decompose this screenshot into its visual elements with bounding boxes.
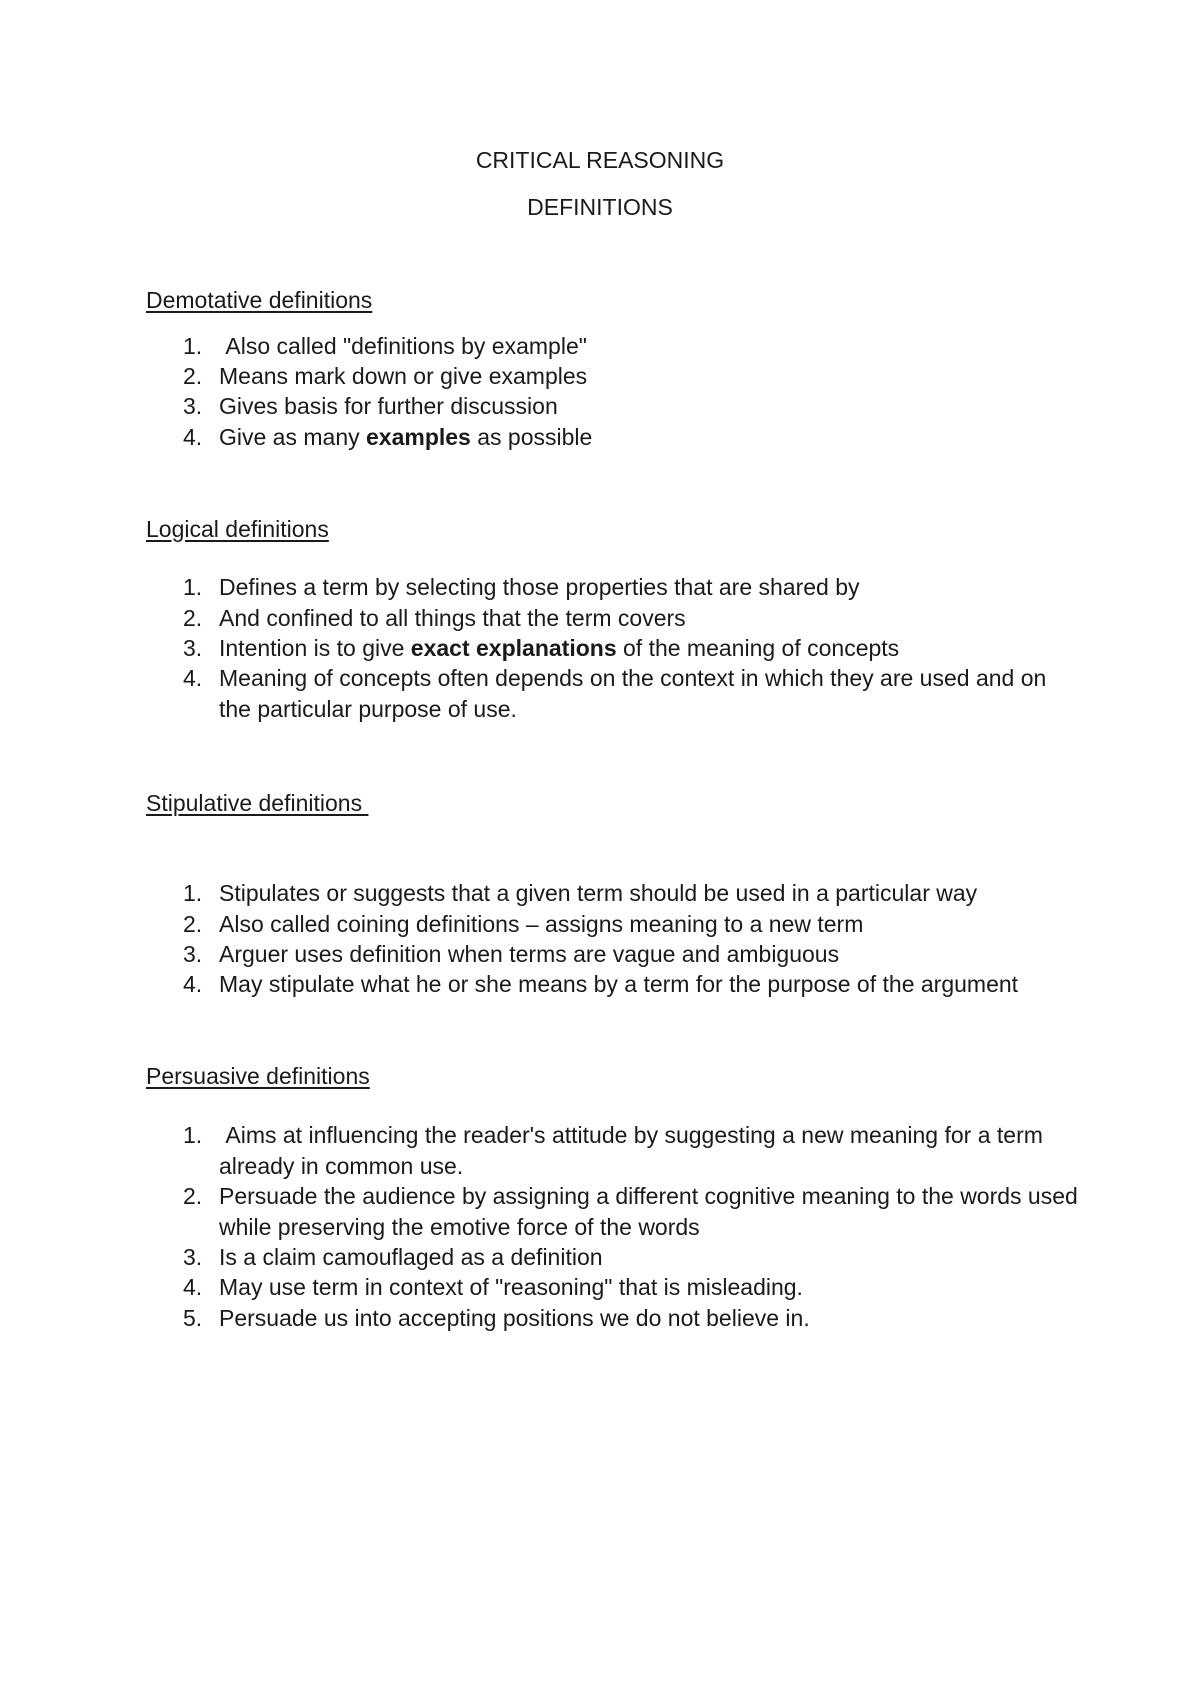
list-item-text: Persuade the audience by assigning a different cognitive meaning to the words used while preserving the emotive force of the words bbox=[219, 1183, 1085, 1240]
list-item-text: Means mark down or give examples bbox=[219, 363, 588, 389]
list-item-number: 2. bbox=[183, 605, 203, 631]
list-item-number: 1. bbox=[183, 1122, 203, 1148]
section-heading-persuasive: Persuasive definitions bbox=[146, 1063, 370, 1089]
list-item-text: Meaning of concepts often depends on the context in which they are used and on the particular purpose of use. bbox=[219, 665, 1053, 722]
section-heading-logical: Logical definitions bbox=[146, 516, 329, 542]
list-item-text: And confined to all things that the term covers bbox=[219, 605, 686, 631]
list-item-text: Also called coining definitions – assigns meaning to a new term bbox=[219, 911, 864, 937]
list-item-number: 1. bbox=[183, 574, 203, 600]
list-item-number: 4. bbox=[183, 424, 203, 450]
list-item-text: May use term in context of "reasoning" that is misleading. bbox=[219, 1274, 803, 1300]
section-heading-demotative: Demotative definitions bbox=[146, 287, 373, 313]
list-item-number: 1. bbox=[183, 880, 203, 906]
list-item-number: 2. bbox=[183, 911, 203, 937]
list-item-number: 4. bbox=[183, 665, 203, 691]
list-item-number: 5. bbox=[183, 1305, 203, 1331]
list-item-number: 4. bbox=[183, 971, 203, 997]
list-item-number: 4. bbox=[183, 1274, 203, 1300]
list-item-number: 3. bbox=[183, 635, 203, 661]
list-item-text: Also called "definitions by example" bbox=[219, 333, 587, 359]
list-item-number: 3. bbox=[183, 1244, 203, 1270]
list-item-text: Arguer uses definition when terms are vague and ambiguous bbox=[219, 941, 840, 967]
document-subtitle: DEFINITIONS bbox=[527, 194, 673, 220]
list-item-text: Is a claim camouflaged as a definition bbox=[219, 1244, 603, 1270]
list-item-number: 2. bbox=[183, 1183, 203, 1209]
list-item-text: May stipulate what he or she means by a term for the purpose of the argument bbox=[219, 971, 1019, 997]
section-heading-stipulative: Stipulative definitions bbox=[146, 790, 369, 816]
list-item-number: 3. bbox=[183, 941, 203, 967]
list-item-text: Intention is to give exact explanations of the meaning of concepts bbox=[219, 635, 900, 661]
emphasis: examples bbox=[366, 424, 471, 450]
list-item-text: Persuade us into accepting positions we do not believe in. bbox=[219, 1305, 810, 1331]
list-item-number: 2. bbox=[183, 363, 203, 389]
emphasis: exact explanations bbox=[410, 635, 617, 661]
list-item-text: Stipulates or suggests that a given term should be used in a particular way bbox=[219, 880, 978, 906]
document-title: CRITICAL REASONING bbox=[475, 147, 725, 173]
list-item-text: Defines a term by selecting those properties that are shared by bbox=[219, 574, 860, 600]
list-item-text: Gives basis for further discussion bbox=[219, 393, 558, 419]
list-item-number: 3. bbox=[183, 393, 203, 419]
list-item-number: 1. bbox=[183, 333, 203, 359]
list-item-text: Give as many examples as possible bbox=[219, 424, 593, 450]
list-item-text: Aims at influencing the reader's attitude by suggesting a new meaning for a term already in common use. bbox=[219, 1122, 1050, 1179]
